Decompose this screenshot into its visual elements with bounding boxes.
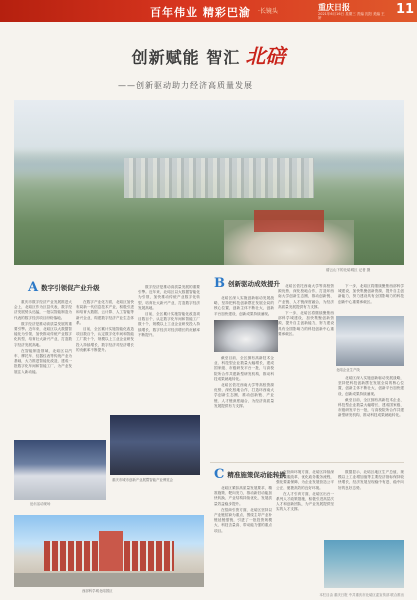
section-b-col1: [214, 356, 274, 456]
section-title: 百年伟业 精彩巴渝: [150, 6, 251, 19]
paragraph: 在数字产业化方面，北碚区加快布局新一代信息技术产业，积极引进和培育大数据、云计算、人工智能等新兴企业，构建数字经济产业生态体系。: [76, 300, 134, 325]
headline: [0, 40, 417, 69]
paragraph: 在营商环境方面，北碚区持续深化放管服改革，优化政务服务流程，强化要素保障，为企业发展营造公平公正、便捷高效的良好环境。: [276, 470, 334, 490]
paragraph: 截至目前，全区拥有高新技术企业、科技型企业数量大幅增长，建成国家级、市级研发平台一批，与高校院所合作共建新型研发机构，推动科技成果就地转化。: [338, 397, 404, 418]
section-b-col3: [338, 376, 404, 456]
section-a-col2: [76, 300, 134, 410]
building-caption: 西部科学城北碚园区: [82, 589, 113, 593]
paragraph: 北碚区深入实施创新驱动发展战略，坚持把科技创新摆在发展全局的核心位置，创新主体不断壮大，创新平台加快建设，创新成果持续涌现。: [214, 296, 274, 316]
section-b-letter: B: [214, 276, 225, 291]
section-b-col2: [278, 284, 334, 454]
paragraph: 截至目前，全区拥有高新技术企业、科技型企业数量大幅增长，建成国家级、市级研发平台一批，与高校院所合作共建新型研发机构，推动科技成果就地转化。: [214, 356, 274, 381]
section-c-title: 精准施策促动能转换: [227, 471, 286, 479]
paragraph: 下一步，北碚区将继续聚焦西部科学城建设，加快集聚创新资源，提升自主创新能力，努力建设具有全国影响力的科技创新中心重要承载区。: [338, 284, 404, 304]
section-a-col1: [14, 300, 72, 436]
section-c-letter: C: [214, 467, 225, 482]
section-c-col1: [214, 486, 272, 590]
page-number: 11: [396, 2, 415, 17]
road: [14, 573, 204, 587]
event-stage: [254, 210, 324, 232]
paragraph: 在智能制造领域，北碚区以汽车、摩托车、仪器仪表等传统产业为基础，大力推进智能化改造，建成一批数字化车间和智能工厂，为产业发展注入新动能。: [14, 348, 72, 374]
paragraph: 在招商引资方面，北碚区坚持以产业链招商为重点，围绕主导产业补链延链强链，引进了一批投资规模大、科技含量高、带动能力强的重点项目。: [214, 507, 272, 533]
paragraph: 北碚区依托西南大学等高校资源优势，深化校地合作，打造环西南大学创新生态圈，推动创新链、产业链、人才链深度融合，为经济高质量发展提供有力支撑。: [278, 284, 334, 309]
section-divider: [210, 462, 404, 463]
section-b-col1-top: [214, 296, 274, 320]
section-a-col3: [138, 285, 200, 410]
paragraph: 目前，全区累计实施智能化改造项目数百个，认定数字化车间和智能工厂数十个，规模以上工业企业研发投入持续增长，数字经济对经济增长的贡献率不断提升。: [138, 312, 200, 337]
paragraph: 下一步，北碚区将继续聚焦西部科学城建设，加快集聚创新资源，提升自主创新能力，努力建设具有全国影响力的科技创新中心重要承载区。: [278, 311, 334, 336]
conference-photo: [14, 440, 106, 500]
panorama-caption: 缙云山下的北碚城区 记者 摄: [326, 268, 371, 272]
section-b-col3-top: [338, 284, 404, 314]
production-line-photo: [336, 316, 404, 366]
header-band: [0, 0, 417, 22]
section-b-heading: [214, 276, 280, 291]
paper-name: 重庆日报: [318, 2, 350, 12]
building-tower: [99, 531, 123, 571]
line-caption: 北碚企业生产线: [336, 368, 360, 372]
expo-photo: [110, 415, 200, 475]
section-a-title: 数字引领促产业升级: [41, 284, 100, 292]
paragraph: 北碚区依托西南大学等高校资源优势，深化校地合作，打造环西南大学创新生态圈，推动创新链、产业链、人才链深度融合，为经济高质量发展提供有力支撑。: [214, 383, 274, 408]
car-photo: [214, 320, 278, 352]
workshop-photo: [324, 540, 404, 588]
paragraph: 数字经济是推动高质量发展的重要引擎。近年来，北碚区以大数据智能化为引领，加快推动传统产业数字化转型，培育壮大新兴产业，打造数字经济发展高地。: [14, 321, 72, 347]
expo-caption: 重庆市城市创新产业展暨智能产业博览会: [112, 478, 174, 482]
paragraph: 北碚区紧扣高质量发展要求，精准施策、靶向发力，推动新旧动能加快转换，产业结构持续优化，发展质量效益稳步提升。: [214, 486, 272, 506]
section-a-letter: A: [28, 280, 39, 295]
science-city-building-photo: [14, 515, 204, 587]
conference-caption: 论坛活动现场: [30, 502, 51, 506]
headline-accent: 北碚: [245, 44, 286, 68]
paragraph: 重庆市数字经济产业发展推进大会上，北碚区作为区县代表，数字经济发展势头迅猛，一批以智能制造为代表的数字经济项目纷纷落地。: [14, 300, 72, 320]
credit-line: 本栏目由 重庆日报 中共重庆市北碚区委宣传部 联合推出: [319, 593, 404, 597]
section-b-title: 创新驱动成效提升: [228, 280, 280, 288]
section-a-heading: [28, 280, 100, 295]
headline-main: 创新赋能 智汇: [131, 48, 241, 67]
city-skyline: [124, 158, 314, 198]
section-tag: ·长镜头: [258, 8, 278, 15]
paragraph: 在人才引育方面，北碚区出台一系列人才政策措施，积极引进高层次人才和创新团队，为产业发展提供坚实的人才支撑。: [276, 491, 334, 512]
paragraph: 北碚区深入实施创新驱动发展战略，坚持把科技创新摆在发展全局的核心位置，创新主体不断壮大，创新平台加快建设，创新成果持续涌现。: [338, 376, 404, 396]
date-line: 2021年6月16日 星期三 责编 沈阳 美编 王妍: [318, 12, 385, 20]
paragraph: 数据显示，北碚区地区生产总值、规模以上工业增加值等主要经济指标保持较快增长，经济发展呈现稳中有进、稳中向好的良好态势。: [338, 470, 404, 490]
paragraph: 数字经济是推动高质量发展的重要引擎。近年来，北碚区以大数据智能化为引领，加快推动传统产业数字化转型，培育壮大新兴产业，打造数字经济发展高地。: [138, 285, 200, 310]
section-c-col3: [338, 470, 404, 538]
headline-subtitle: ——创新驱动助力经济高质量发展: [118, 81, 253, 90]
city-panorama-photo: [14, 100, 404, 265]
paragraph: 目前，全区累计实施智能化改造项目数百个，认定数字化车间和智能工厂数十个，规模以上工业企业研发投入持续增长，数字经济对经济增长的贡献率不断提升。: [76, 327, 134, 352]
